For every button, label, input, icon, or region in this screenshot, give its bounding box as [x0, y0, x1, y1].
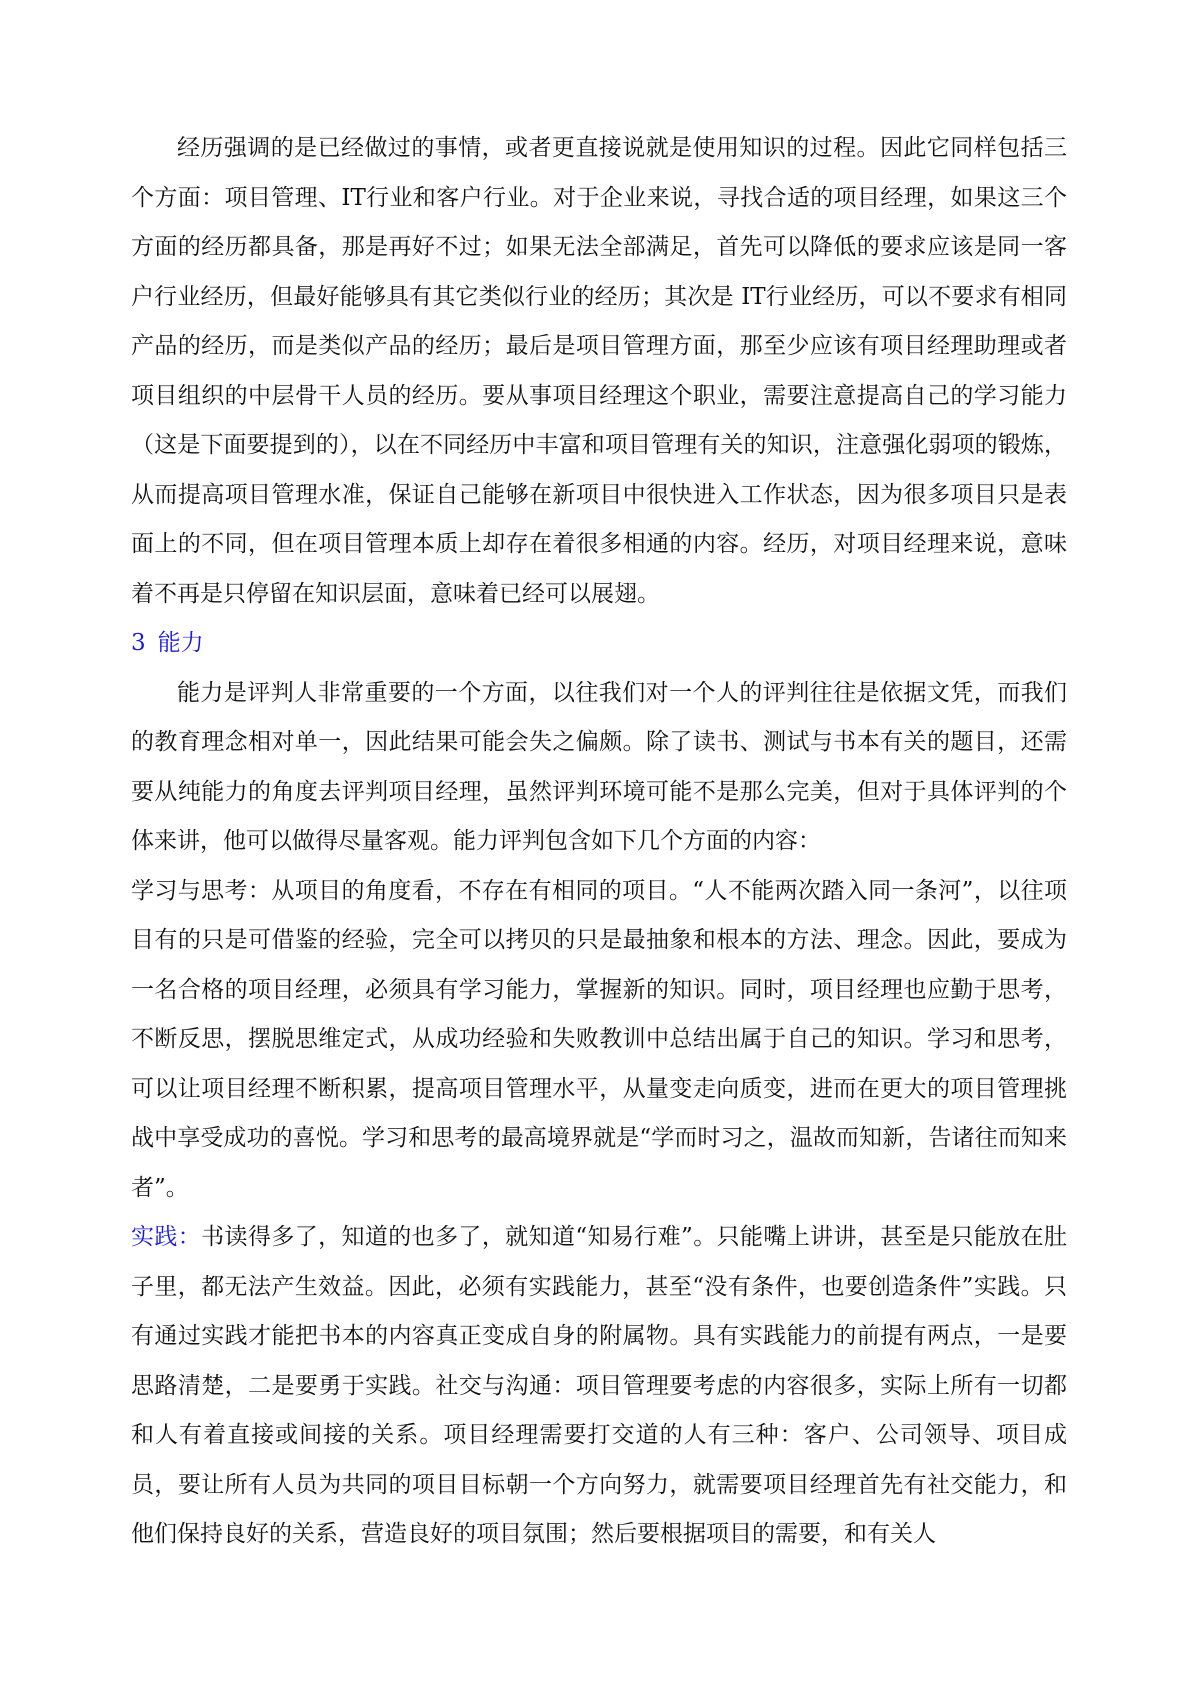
paragraph-experience: 经历强调的是已经做过的事情，或者更直接说就是使用知识的过程。因此它同样包括三个方面：项目管理、IT行业和客户行业。对于企业来说，寻找合适的项目经理，如果这三个方面的经历都具备，那是再好不过；如果无法全部满足，首先可以降低的要求应该是同一客户行业经历，但最好能够具有其它类似行业的经历；其次是 IT行业经历，可以不要求有相同产品的经历，而是类似产品的经历；最后是项目管理方面，那至少应该有项目经理助理或者项目组织的中层骨干人员的经历。要从事项目经理这个职业，需要注意提高自己的学习能力（这是下面要提到的），以在不同经历中丰富和项目管理有关的知识，注意强化弱项的锻炼，从而提高项目管理水准，保证自己能够在新项目中很快进入工作状态，因为很多项目只是表面上的不同，但在项目管理本质上却存在着很多相通的内容。经历，对项目经理来说，意味着不再是只停留在知识层面，意味着已经可以展翅。: [131, 135, 1067, 607]
paragraph-practice: [131, 1213, 1067, 1560]
paragraph-learning: 学习与思考：从项目的角度看，不存在有相同的项目。“人不能两次踏入同一条河”，以往项目有的只是可借鉴的经验，完全可以拷贝的只是最抽象和根本的方法、理念。因此，要成为一名合格的项目经理，必须具有学习能力，掌握新的知识。同时，项目经理也应勤于思考，不断反思，摆脱思维定式，从成功经验和失败教训中总结出属于自己的知识。学习和思考，可以让项目经理不断积累，提高项目管理水平，从量变走向质变，进而在更大的项目管理挑战中享受成功的喜悦。学习和思考的最高境界就是“学而时习之，温故而知新，告诸往而知来者”。: [131, 877, 1067, 1201]
section-title: 能力: [157, 630, 204, 656]
practice-label: 实践：: [131, 1224, 202, 1250]
section-number: 3: [131, 630, 146, 656]
paragraph-ability-intro: 能力是评判人非常重要的一个方面，以往我们对一个人的评判往往是依据文凭，而我们的教育理念相对单一，因此结果可能会失之偏颇。除了读书、测试与书本有关的题目，还需要从纯能力的角度去评判项目经理，虽然评判环境可能不是那么完美，但对于具体评判的个体来讲，他可以做得尽量客观。能力评判包含如下几个方面的内容：: [131, 679, 1067, 854]
section-heading-ability: [131, 619, 1067, 669]
document-body: [131, 124, 1067, 1560]
practice-body: 书读得多了，知道的也多了，就知道“知易行难”。只能嘴上讲讲，甚至是只能放在肚子里，都无法产生效益。因此，必须有实践能力，甚至“没有条件，也要创造条件”实践。只有通过实践才能把书本的内容真正变成自身的附属物。具有实践能力的前提有两点，一是要思路清楚，二是要勇于实践。社交与沟通：项目管理要考虑的内容很多，实际上所有一切都和人有着直接或间接的关系。项目经理需要打交道的人有三种：客户、公司领导、项目成员，要让所有人员为共同的项目目标朝一个方向努力，就需要项目经理首先有社交能力，和他们保持良好的关系，营造良好的项目氛围；然后要根据项目的需要，和有关人: [131, 1224, 1067, 1547]
